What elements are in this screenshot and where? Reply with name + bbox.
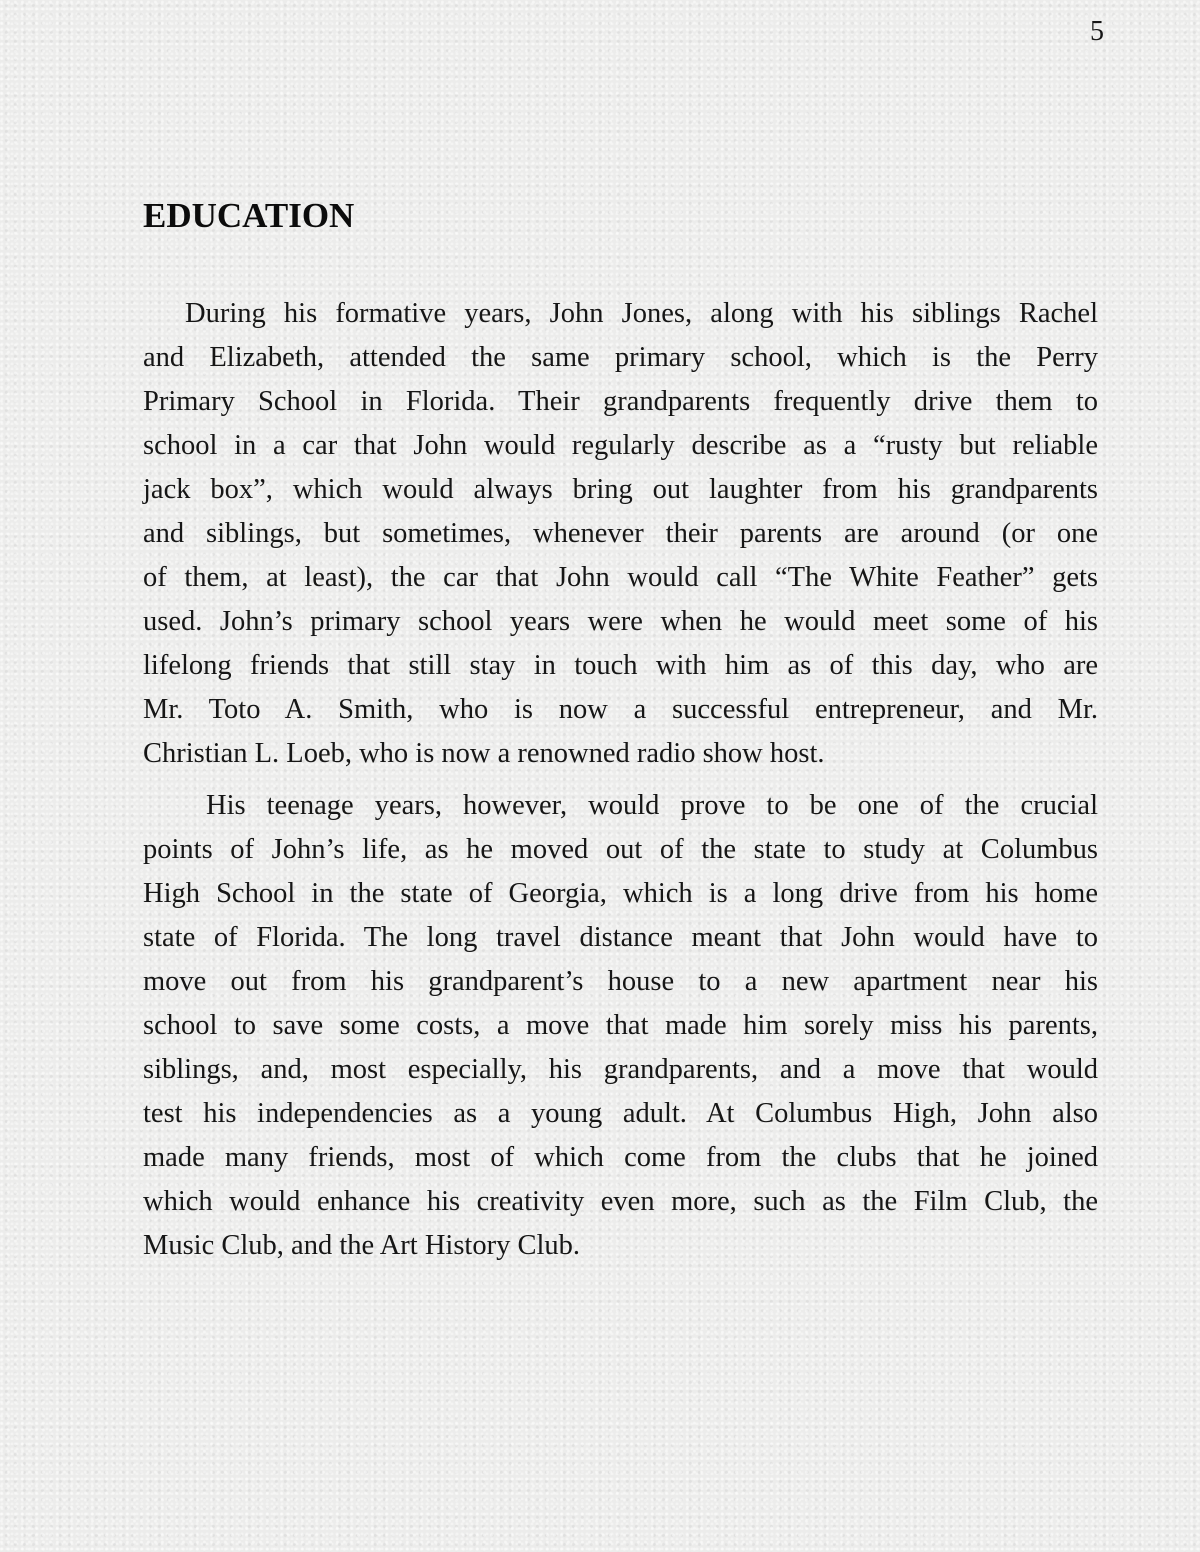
text-line: His teenage years, however, would prove to be one of the crucial (206, 790, 1098, 821)
text-line: Music Club, and the Art History Club. (143, 1230, 580, 1261)
section-heading: EDUCATION (143, 196, 355, 235)
text-line: Primary School in Florida. Their grandparents frequently drive them to (143, 386, 1098, 417)
text-line: which would enhance his creativity even more, such as the Film Club, the (143, 1186, 1098, 1217)
text-line: and Elizabeth, attended the same primary school, which is the Perry (143, 342, 1098, 373)
text-line: High School in the state of Georgia, which is a long drive from his home (143, 878, 1098, 909)
text-line: lifelong friends that still stay in touch with him as of this day, who are (143, 650, 1098, 681)
text-line: During his formative years, John Jones, along with his siblings Rachel (185, 298, 1098, 329)
text-line: school in a car that John would regularly describe as a “rusty but reliable (143, 430, 1098, 461)
text-line: state of Florida. The long travel distance meant that John would have to (143, 922, 1098, 953)
text-line: siblings, and, most especially, his grandparents, and a move that would (143, 1054, 1098, 1085)
text-line: made many friends, most of which come from the clubs that he joined (143, 1142, 1098, 1173)
text-line: move out from his grandparent’s house to a new apartment near his (143, 966, 1098, 997)
text-line: of them, at least), the car that John would call “The White Feather” gets (143, 562, 1098, 593)
paragraph-1 (143, 292, 1098, 776)
text-line: used. John’s primary school years were when he would meet some of his (143, 606, 1098, 637)
text-line: Christian L. Loeb, who is now a renowned radio show host. (143, 738, 825, 769)
text-line: school to save some costs, a move that made him sorely miss his parents, (143, 1010, 1098, 1041)
text-line: points of John’s life, as he moved out of the state to study at Columbus (143, 834, 1098, 865)
page-number: 5 (1090, 16, 1104, 47)
text-line: jack box”, which would always bring out laughter from his grandparents (143, 474, 1098, 505)
text-line: test his independencies as a young adult. At Columbus High, John also (143, 1098, 1098, 1129)
paragraph-2 (143, 784, 1098, 1268)
text-line: and siblings, but sometimes, whenever their parents are around (or one (143, 518, 1098, 549)
text-line: Mr. Toto A. Smith, who is now a successful entrepreneur, and Mr. (143, 694, 1098, 725)
